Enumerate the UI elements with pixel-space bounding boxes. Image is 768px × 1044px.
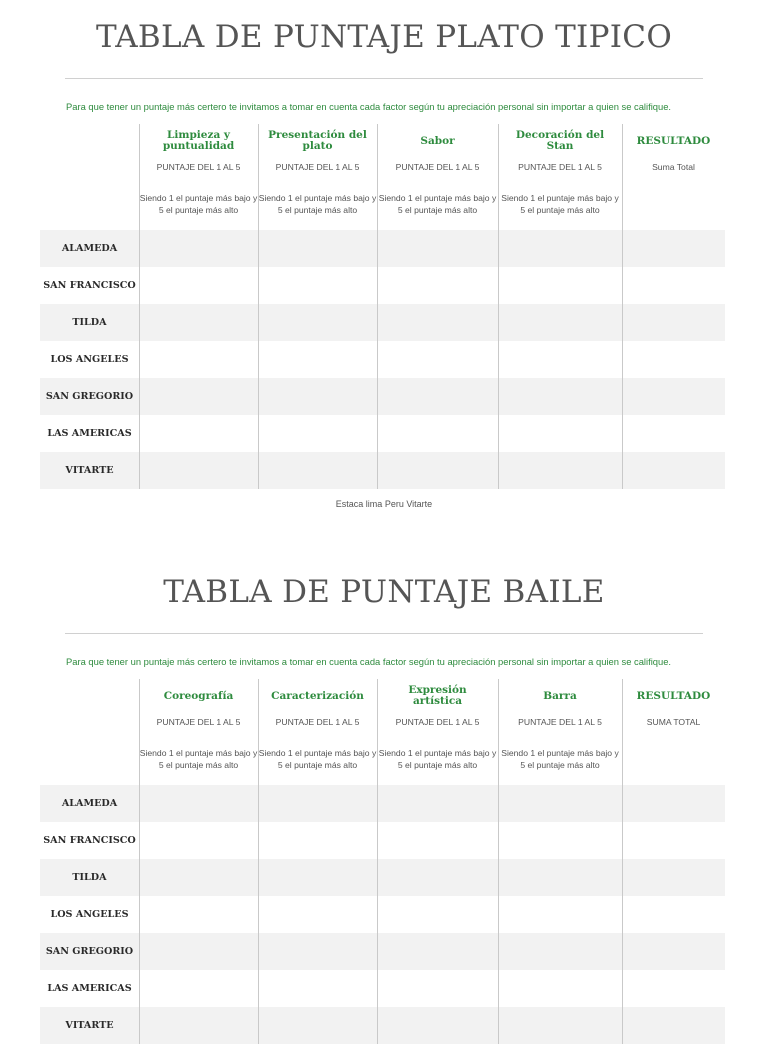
score-cell[interactable] — [622, 267, 725, 304]
score-cell[interactable] — [622, 415, 725, 452]
footer-text: Estaca lima Peru Vitarte — [335, 499, 433, 509]
row-label: TILDA — [72, 872, 107, 883]
column-subtitle: PUNTAJE DEL 1 AL 5 — [518, 717, 602, 727]
column-note: Siendo 1 el puntaje más bajo y 5 el puntaje más alto — [378, 748, 497, 770]
score-cell[interactable] — [139, 859, 258, 896]
column-subtitle: PUNTAJE DEL 1 AL 5 — [156, 162, 241, 172]
row-label: LOS ANGELES — [50, 354, 129, 365]
column-title: Presentación del plato — [268, 129, 367, 152]
column-note: Siendo 1 el puntaje más bajo y 5 el puntaje más alto — [378, 193, 497, 215]
score-cell[interactable] — [377, 452, 498, 489]
score-cell[interactable] — [258, 970, 377, 1007]
column-note: Siendo 1 el puntaje más bajo y 5 el puntaje más alto — [139, 748, 258, 770]
column-note: Siendo 1 el puntaje más bajo y 5 el puntaje más alto — [139, 193, 258, 215]
score-cell[interactable] — [139, 1007, 258, 1044]
score-cell[interactable] — [498, 304, 622, 341]
column-title: RESULTADO — [636, 134, 711, 147]
row-label: LOS ANGELES — [50, 909, 129, 920]
score-cell[interactable] — [139, 267, 258, 304]
score-cell[interactable] — [622, 230, 725, 267]
column-subtitle: PUNTAJE DEL 1 AL 5 — [395, 717, 480, 727]
row-label: VITARTE — [65, 465, 114, 476]
column-header — [139, 679, 258, 785]
score-cell[interactable] — [139, 230, 258, 267]
column-title: Limpieza y puntualidad — [162, 129, 235, 152]
score-cell[interactable] — [377, 822, 498, 859]
score-table — [40, 679, 725, 1043]
score-cell[interactable] — [622, 452, 725, 489]
score-cell[interactable] — [139, 378, 258, 415]
row-label: SAN FRANCISCO — [43, 835, 136, 846]
row-label: SAN FRANCISCO — [43, 280, 136, 291]
score-cell[interactable] — [622, 859, 725, 896]
score-cell[interactable] — [498, 267, 622, 304]
score-cell[interactable] — [377, 267, 498, 304]
column-title: Coreografía — [163, 689, 234, 702]
column-title: Decoración del Stan — [515, 129, 605, 152]
score-cell[interactable] — [258, 341, 377, 378]
score-cell[interactable] — [622, 822, 725, 859]
score-table — [40, 124, 725, 488]
score-cell[interactable] — [622, 970, 725, 1007]
score-cell[interactable] — [139, 785, 258, 822]
column-title: Caracterización — [271, 689, 364, 702]
score-cell[interactable] — [622, 341, 725, 378]
score-cell[interactable] — [377, 933, 498, 970]
row-label: SAN GREGORIO — [45, 946, 134, 957]
score-cell[interactable] — [622, 1007, 725, 1044]
column-header — [498, 124, 622, 230]
score-cell[interactable] — [258, 230, 377, 267]
score-cell[interactable] — [139, 452, 258, 489]
column-title: Expresión artística — [408, 684, 467, 707]
column-note: Siendo 1 el puntaje más bajo y 5 el puntaje más alto — [258, 193, 377, 215]
score-cell[interactable] — [498, 859, 622, 896]
score-cell[interactable] — [139, 933, 258, 970]
column-header — [377, 679, 498, 785]
row-label: ALAMEDA — [61, 243, 118, 254]
score-cell[interactable] — [258, 859, 377, 896]
score-cell[interactable] — [622, 933, 725, 970]
score-cell[interactable] — [258, 452, 377, 489]
score-cell[interactable] — [258, 896, 377, 933]
column-subtitle: PUNTAJE DEL 1 AL 5 — [395, 162, 480, 172]
column-note: Siendo 1 el puntaje más bajo y 5 el puntaje más alto — [501, 748, 619, 770]
page-title: TABLA DE PUNTAJE PLATO TIPICO — [95, 19, 673, 55]
score-cell[interactable] — [377, 970, 498, 1007]
column-header — [258, 124, 377, 230]
row-label: LAS AMERICAS — [47, 428, 132, 439]
score-cell[interactable] — [139, 304, 258, 341]
score-cell[interactable] — [139, 822, 258, 859]
row-label: SAN GREGORIO — [45, 391, 134, 402]
row-label: ALAMEDA — [61, 798, 118, 809]
score-cell[interactable] — [377, 896, 498, 933]
score-cell[interactable] — [622, 378, 725, 415]
score-cell[interactable] — [258, 822, 377, 859]
column-subtitle: PUNTAJE DEL 1 AL 5 — [275, 717, 360, 727]
column-title: Sabor — [420, 134, 455, 147]
score-cell[interactable] — [258, 304, 377, 341]
column-note: Siendo 1 el puntaje más bajo y 5 el puntaje más alto — [501, 193, 619, 215]
score-cell[interactable] — [498, 230, 622, 267]
score-cell[interactable] — [258, 267, 377, 304]
score-cell[interactable] — [377, 415, 498, 452]
score-cell[interactable] — [139, 415, 258, 452]
title-divider — [65, 633, 703, 634]
score-cell[interactable] — [258, 1007, 377, 1044]
score-cell[interactable] — [139, 341, 258, 378]
score-cell[interactable] — [377, 304, 498, 341]
score-cell[interactable] — [498, 822, 622, 859]
score-cell[interactable] — [498, 378, 622, 415]
row-label: TILDA — [72, 317, 107, 328]
score-cell[interactable] — [622, 896, 725, 933]
column-header — [622, 124, 725, 230]
score-cell[interactable] — [498, 896, 622, 933]
score-cell[interactable] — [139, 970, 258, 1007]
intro-text: Para que tener un puntaje más certero te invitamos a tomar en cuenta cada factor según tu apreciación personal sin importar a quien se califique. — [66, 656, 672, 667]
column-header — [258, 679, 377, 785]
score-cell[interactable] — [377, 859, 498, 896]
score-cell[interactable] — [622, 785, 725, 822]
title-divider — [65, 78, 703, 79]
score-cell[interactable] — [377, 785, 498, 822]
score-cell[interactable] — [258, 378, 377, 415]
score-cell[interactable] — [498, 933, 622, 970]
page-title: TABLA DE PUNTAJE BAILE — [163, 574, 605, 610]
score-cell[interactable] — [377, 230, 498, 267]
column-header — [377, 124, 498, 230]
intro-text: Para que tener un puntaje más certero te invitamos a tomar en cuenta cada factor según tu apreciación personal sin importar a quien se califique. — [66, 101, 672, 112]
column-subtitle: PUNTAJE DEL 1 AL 5 — [156, 717, 241, 727]
score-cell[interactable] — [498, 415, 622, 452]
column-subtitle: SUMA TOTAL — [646, 717, 701, 727]
column-subtitle: PUNTAJE DEL 1 AL 5 — [518, 162, 602, 172]
column-subtitle: PUNTAJE DEL 1 AL 5 — [275, 162, 360, 172]
column-title: Barra — [543, 689, 577, 702]
column-subtitle: Suma Total — [652, 162, 695, 172]
score-cell[interactable] — [498, 1007, 622, 1044]
score-cell[interactable] — [377, 341, 498, 378]
row-label: LAS AMERICAS — [47, 983, 132, 994]
score-cell[interactable] — [622, 304, 725, 341]
score-cell[interactable] — [498, 341, 622, 378]
score-cell[interactable] — [258, 785, 377, 822]
score-cell[interactable] — [498, 785, 622, 822]
score-cell[interactable] — [258, 415, 377, 452]
column-header — [498, 679, 622, 785]
row-label: VITARTE — [65, 1020, 114, 1031]
score-cell[interactable] — [377, 1007, 498, 1044]
score-cell[interactable] — [139, 896, 258, 933]
score-cell[interactable] — [377, 378, 498, 415]
score-cell[interactable] — [498, 970, 622, 1007]
score-cell[interactable] — [258, 933, 377, 970]
column-title: RESULTADO — [636, 689, 711, 702]
column-header — [622, 679, 725, 785]
column-header — [139, 124, 258, 230]
score-cell[interactable] — [498, 452, 622, 489]
column-note: Siendo 1 el puntaje más bajo y 5 el puntaje más alto — [258, 748, 377, 770]
